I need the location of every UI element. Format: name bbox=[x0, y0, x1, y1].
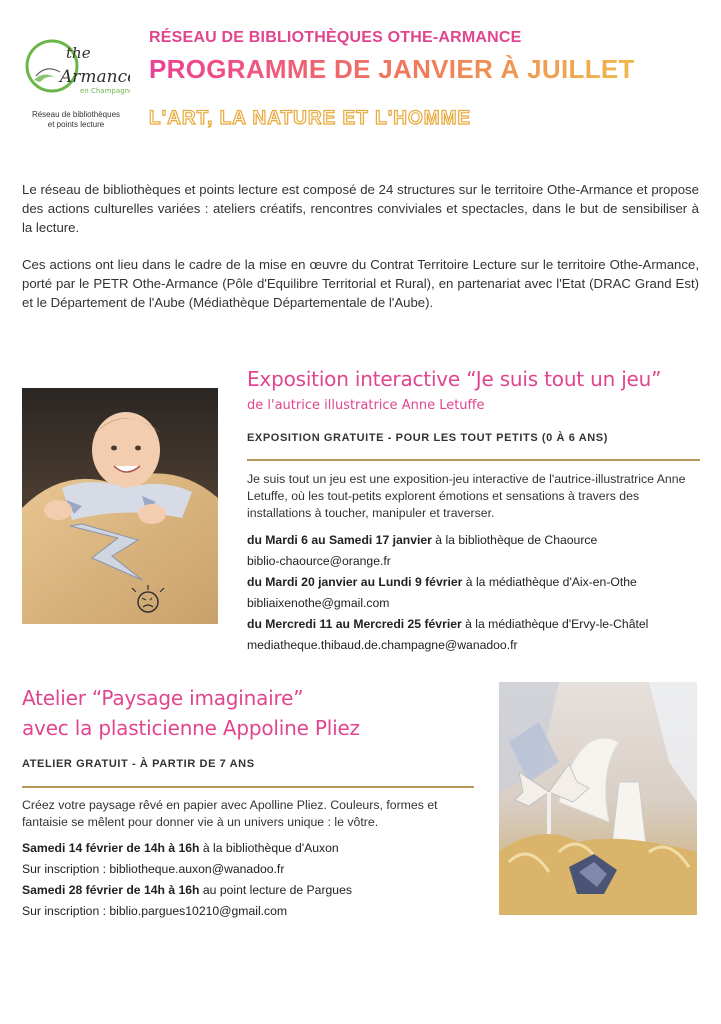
date-contact[interactable]: mediatheque.thibaud.de.champagne@wanadoo.fr bbox=[247, 638, 518, 652]
intro-paragraph-1: Le réseau de bibliothèques et points lecture est composé de 24 structures sur le territoire Othe-Armance et propose des actions culturelles variées : ateliers créatifs, rencontres conviviales et spectacles, dans le but de sensibiliser à la lecture. bbox=[22, 182, 699, 235]
date-when: du Mercredi 11 au Mercredi 25 février bbox=[247, 617, 462, 631]
logo-caption-line2: et points lecture bbox=[47, 120, 105, 129]
exposition-description: Je suis tout un jeu est une exposition-jeu interactive de l'autrice-illustratrice Anne Letuffe, où les tout-petits explorent émotions et sensations à travers des installations à toucher, manipuler et traverser. bbox=[247, 472, 686, 520]
logo-armance: Armance bbox=[60, 67, 130, 87]
date-contact[interactable]: biblio-chaource@orange.fr bbox=[247, 554, 391, 568]
atelier-title bbox=[22, 683, 360, 743]
date-where: à la médiathèque d'Ervy-le-Châtel bbox=[461, 617, 649, 631]
date-where: au point lecture de Pargues bbox=[199, 883, 352, 897]
logo-caption bbox=[22, 110, 130, 130]
date-contact[interactable]: bibliaixenothe@gmail.com bbox=[247, 596, 390, 610]
date-contact[interactable]: Sur inscription : bibliotheque.auxon@wanadoo.fr bbox=[22, 862, 285, 876]
date-entry bbox=[22, 838, 482, 859]
intro-text bbox=[22, 180, 699, 330]
date-when: Samedi 28 février de 14h à 16h bbox=[22, 883, 200, 897]
logo-the: the bbox=[66, 44, 91, 62]
logo-caption-line1: Réseau de bibliothèques bbox=[31, 110, 121, 119]
atelier-free-label: ATELIER GRATUIT - À PARTIR DE 7 ANS bbox=[22, 758, 255, 770]
atelier-divider bbox=[22, 786, 474, 788]
date-when: du Mardi 6 au Samedi 17 janvier bbox=[247, 533, 432, 547]
atelier-title-line2: avec la plasticienne Appoline Pliez bbox=[22, 716, 360, 740]
date-entry bbox=[247, 614, 717, 635]
exposition-subtitle: de l'autrice illustratrice Anne Letuffe bbox=[247, 398, 485, 413]
date-entry bbox=[247, 530, 717, 551]
atelier-photo bbox=[499, 682, 697, 915]
exposition-title: Exposition interactive “Je suis tout un jeu” bbox=[247, 367, 662, 391]
intro-paragraph-2: Ces actions ont lieu dans le cadre de la mise en œuvre du Contrat Territoire Lecture sur le territoire Othe-Armance, porté par le PETR Othe-Armance (Pôle d'Equilibre Territorial et Rural), en partenariat avec l'Etat (DRAC Grand Est) et le Département de l'Aube (Médiathèque Départementale de l'Aube). bbox=[22, 257, 699, 310]
date-when: Samedi 14 février de 14h à 16h bbox=[22, 841, 200, 855]
exposition-dates bbox=[247, 530, 717, 656]
date-contact[interactable]: Sur inscription : biblio.pargues10210@gmail.com bbox=[22, 904, 288, 918]
date-entry bbox=[247, 572, 717, 593]
atelier-description: Créez votre paysage rêvé en papier avec Apolline Pliez. Couleurs, formes et fantaisie se mêlent pour donner vie à un univers unique : le vôtre. bbox=[22, 798, 438, 829]
date-entry bbox=[22, 880, 482, 901]
exposition-divider bbox=[247, 459, 700, 461]
atelier-dates bbox=[22, 838, 482, 922]
date-where: à la bibliothèque de Chaource bbox=[431, 533, 598, 547]
network-title: RÉSEAU DE BIBLIOTHÈQUES OTHE-ARMANCE bbox=[149, 29, 522, 46]
exposition-photo bbox=[22, 388, 218, 624]
theme-title: L'ART, LA NATURE ET L'HOMME bbox=[149, 108, 472, 129]
program-title: PROGRAMME DE JANVIER À JUILLET bbox=[149, 54, 635, 84]
date-where: à la médiathèque d'Aix-en-Othe bbox=[462, 575, 637, 589]
date-when: du Mardi 20 janvier au Lundi 9 février bbox=[247, 575, 463, 589]
atelier-title-line1: Atelier “Paysage imaginaire” bbox=[22, 686, 304, 710]
exposition-free-label: EXPOSITION GRATUITE - POUR LES TOUT PETITS (0 À 6 ANS) bbox=[247, 432, 609, 444]
logo-champagne: en Champagne bbox=[80, 87, 130, 95]
date-where: à la bibliothèque d'Auxon bbox=[199, 841, 339, 855]
